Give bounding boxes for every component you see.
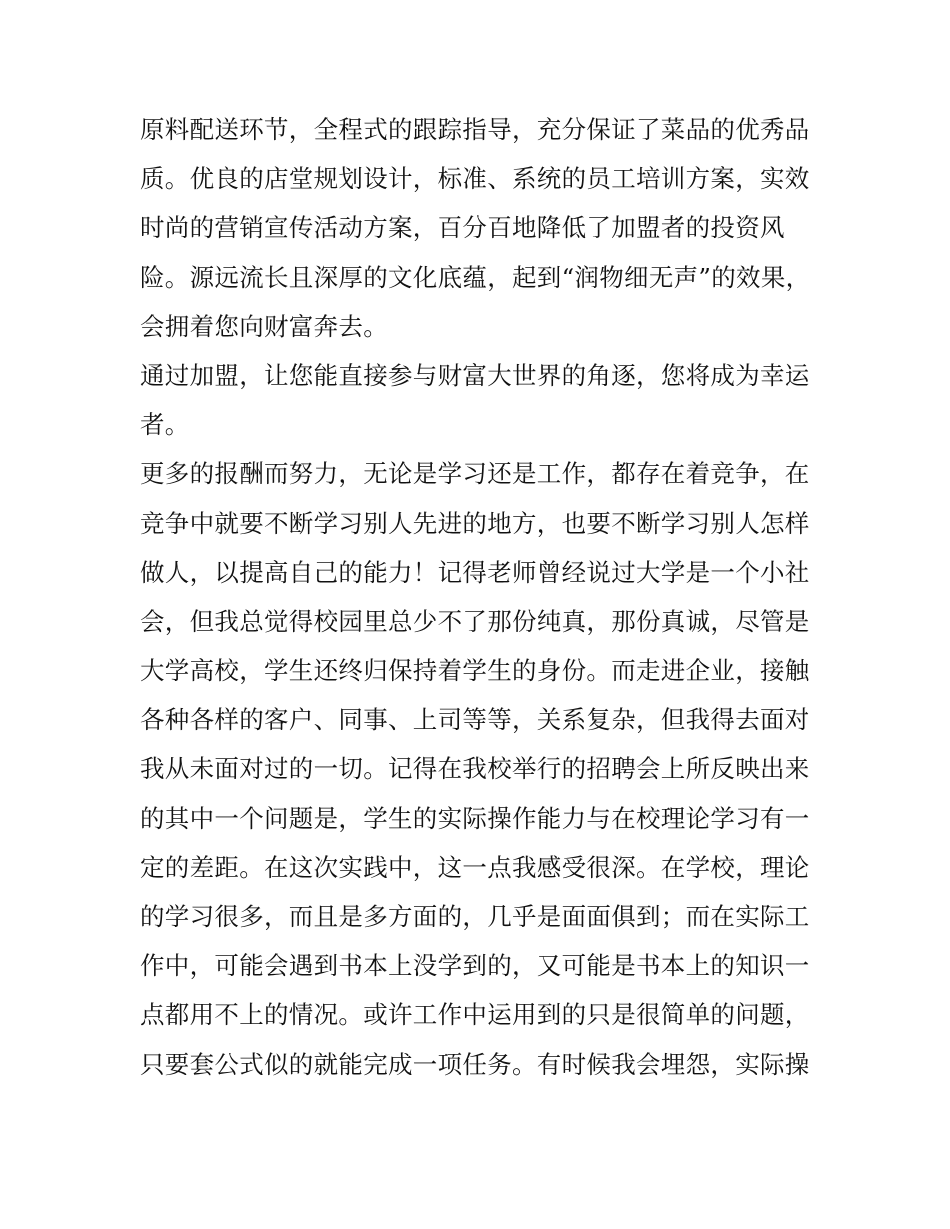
text-line: 会，但我总觉得校园里总少不了那份纯真，那份真诚，尽管是	[140, 606, 810, 636]
text-line: 会拥着您向财富奔去。	[140, 311, 388, 341]
text-line: 原料配送环节，全程式的跟踪指导，充分保证了菜品的优秀品	[140, 115, 810, 144]
text-line: 我从未面对过的一切。记得在我校举行的招聘会上所反映出来	[140, 754, 810, 784]
text-line: 的其中一个问题是，学生的实际操作能力与在校理论学习有一	[140, 803, 810, 833]
text-line: 定的差距。在这次实践中，这一点我感受很深。在学校，理论	[140, 852, 810, 882]
text-line: 点都用不上的情况。或许工作中运用到的只是很简单的问题，	[140, 1000, 810, 1030]
text-line: 竞争中就要不断学习别人先进的地方，也要不断学习别人怎样	[140, 508, 810, 538]
text-line: 险。源远流长且深厚的文化底蕴，起到“润物细无声”的效果，	[140, 262, 811, 292]
text-line: 作中，可能会遇到书本上没学到的，又可能是书本上的知识一	[140, 951, 810, 981]
text-line: 质。优良的店堂规划设计，标准、系统的员工培训方案，实效	[140, 164, 810, 194]
text-line: 的学习很多，而且是多方面的，几乎是面面俱到；而在实际工	[140, 902, 810, 931]
text-line: 者。	[140, 410, 190, 440]
text-line: 更多的报酬而努力，无论是学习还是工作，都存在着竞争，在	[140, 459, 810, 489]
text-line: 只要套公式似的就能完成一项任务。有时候我会埋怨，实际操	[140, 1049, 810, 1079]
text-line: 通过加盟，让您能直接参与财富大世界的角逐，您将成为幸运	[140, 360, 810, 390]
text-line: 大学高校，学生还终归保持着学生的身份。而走进企业，接触	[140, 656, 810, 686]
text-line: 各种各样的客户、同事、上司等等，关系复杂，但我得去面对	[140, 705, 810, 735]
text-line: 时尚的营销宣传活动方案，百分百地降低了加盟者的投资风	[140, 213, 785, 243]
document-body	[140, 105, 820, 1089]
text-line: 做人，以提高自己的能力！记得老师曾经说过大学是一个小社	[140, 557, 810, 587]
